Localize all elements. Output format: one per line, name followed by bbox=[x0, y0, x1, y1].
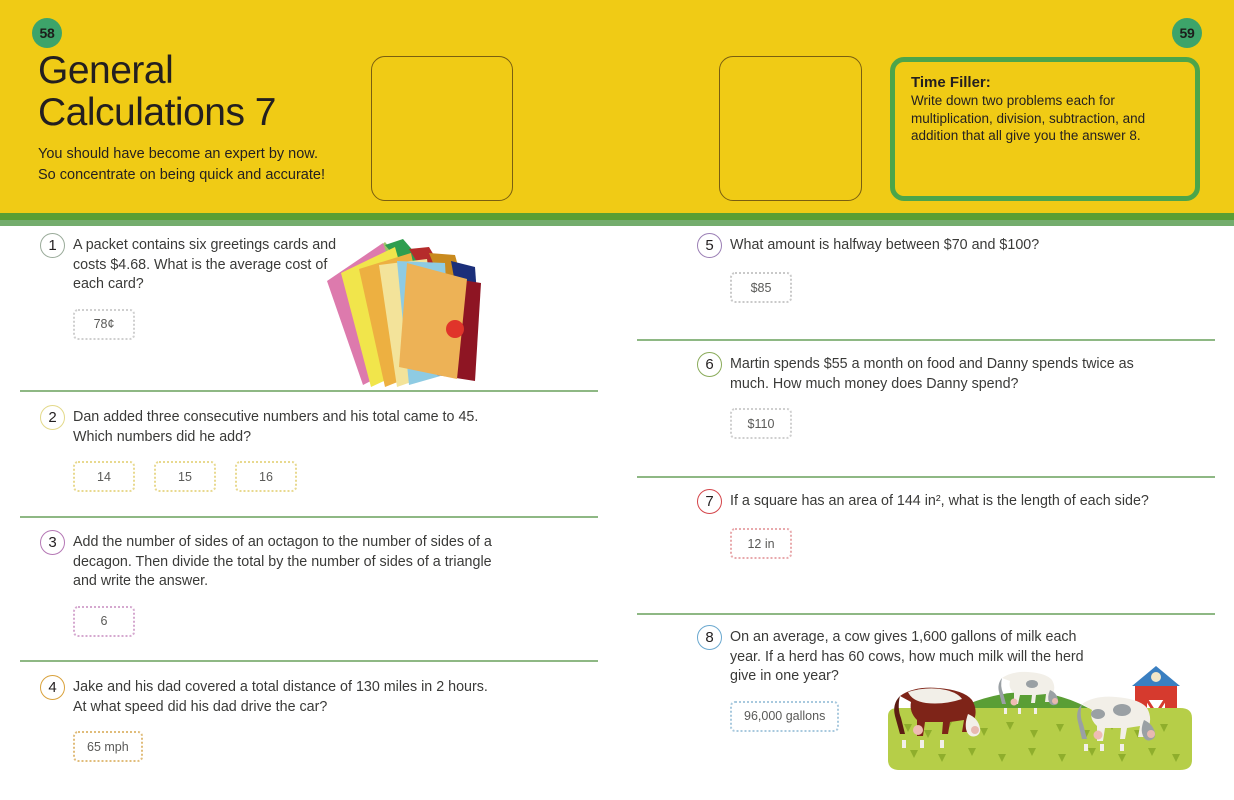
separator-2 bbox=[20, 516, 598, 518]
question-text-1: A packet contains six greetings cards and costs $4.68. What is the average cost of each card? bbox=[73, 237, 337, 292]
question-text-2: Dan added three consecutive numbers and his total came to 45. Which numbers did he add? bbox=[73, 409, 479, 445]
question-number-6: 6 bbox=[697, 352, 722, 377]
question-7 bbox=[617, 490, 1234, 559]
answer-row-7 bbox=[730, 528, 1214, 559]
page-subtitle: You should have become an expert by now. So concentrate on being quick and accurate! bbox=[38, 146, 325, 183]
answer-box[interactable]: 78¢ bbox=[73, 309, 135, 340]
page-title bbox=[38, 50, 368, 134]
answer-row-6 bbox=[730, 408, 1214, 439]
question-text-3: Add the number of sides of an octagon to the number of sides of a decagon. Then divide the total by the number of sides of a triangle and write the answer. bbox=[73, 534, 492, 589]
question-text-6: Martin spends $55 a month on food and Danny spends twice as much. How much money does Danny spend? bbox=[730, 356, 1134, 392]
question-6 bbox=[617, 353, 1234, 439]
answer-box[interactable]: 6 bbox=[73, 606, 135, 637]
answer-box[interactable]: 12 in bbox=[730, 528, 792, 559]
answer-box[interactable]: 96,000 gallons bbox=[730, 701, 839, 732]
answer-box[interactable]: 16 bbox=[235, 461, 297, 492]
header-rule-dark bbox=[0, 213, 1234, 220]
answer-row-2 bbox=[73, 461, 597, 492]
question-5 bbox=[617, 234, 1234, 303]
answer-box[interactable]: 65 mph bbox=[73, 731, 143, 762]
question-number-2: 2 bbox=[40, 405, 65, 430]
time-filler-body: Write down two problems each for multiplication, division, subtraction, and addition that all give you the answer 8. bbox=[911, 93, 1146, 143]
page-header bbox=[0, 0, 1234, 213]
answer-box[interactable]: 15 bbox=[154, 461, 216, 492]
separator-5 bbox=[637, 339, 1215, 341]
greeting-cards-illustration bbox=[318, 234, 488, 394]
farm-illustration bbox=[880, 650, 1200, 775]
time-filler-box bbox=[890, 57, 1200, 201]
separator-3 bbox=[20, 660, 598, 662]
answer-box[interactable]: 14 bbox=[73, 461, 135, 492]
question-number-3: 3 bbox=[40, 530, 65, 555]
question-number-1: 1 bbox=[40, 233, 65, 258]
page-title-line2: Calculations 7 bbox=[38, 91, 276, 134]
question-text-5: What amount is halfway between $70 and $100? bbox=[730, 237, 1040, 253]
answer-box[interactable]: $85 bbox=[730, 272, 792, 303]
answer-box[interactable]: $110 bbox=[730, 408, 792, 439]
separator-7 bbox=[637, 613, 1215, 615]
question-3 bbox=[0, 531, 617, 637]
question-2 bbox=[0, 406, 617, 492]
question-1 bbox=[0, 234, 617, 340]
answer-row-5 bbox=[730, 272, 1214, 303]
time-filler-title: Time Filler: bbox=[911, 74, 991, 91]
answer-row-4 bbox=[73, 731, 597, 762]
questions-column-left bbox=[0, 226, 617, 800]
question-number-7: 7 bbox=[697, 489, 722, 514]
blank-work-box-1[interactable] bbox=[371, 56, 513, 201]
question-number-4: 4 bbox=[40, 675, 65, 700]
page-title-line1: General bbox=[38, 49, 174, 92]
page-number-left: 58 bbox=[32, 18, 62, 48]
separator-1 bbox=[20, 390, 598, 392]
answer-row-3 bbox=[73, 606, 597, 637]
separator-6 bbox=[637, 476, 1215, 478]
question-text-8: On an average, a cow gives 1,600 gallons of milk each year. If a herd has 60 cows, how much milk will the herd give in one year? bbox=[730, 629, 1084, 684]
page-number-right: 59 bbox=[1172, 18, 1202, 48]
question-text-4: Jake and his dad covered a total distance of 130 miles in 2 hours. At what speed did his dad drive the car? bbox=[73, 679, 488, 715]
question-number-8: 8 bbox=[697, 625, 722, 650]
questions-column-right bbox=[617, 226, 1234, 800]
blank-work-box-2[interactable] bbox=[719, 56, 862, 201]
question-text-7: If a square has an area of 144 in², what is the length of each side? bbox=[730, 493, 1149, 509]
question-4 bbox=[0, 676, 617, 762]
question-number-5: 5 bbox=[697, 233, 722, 258]
